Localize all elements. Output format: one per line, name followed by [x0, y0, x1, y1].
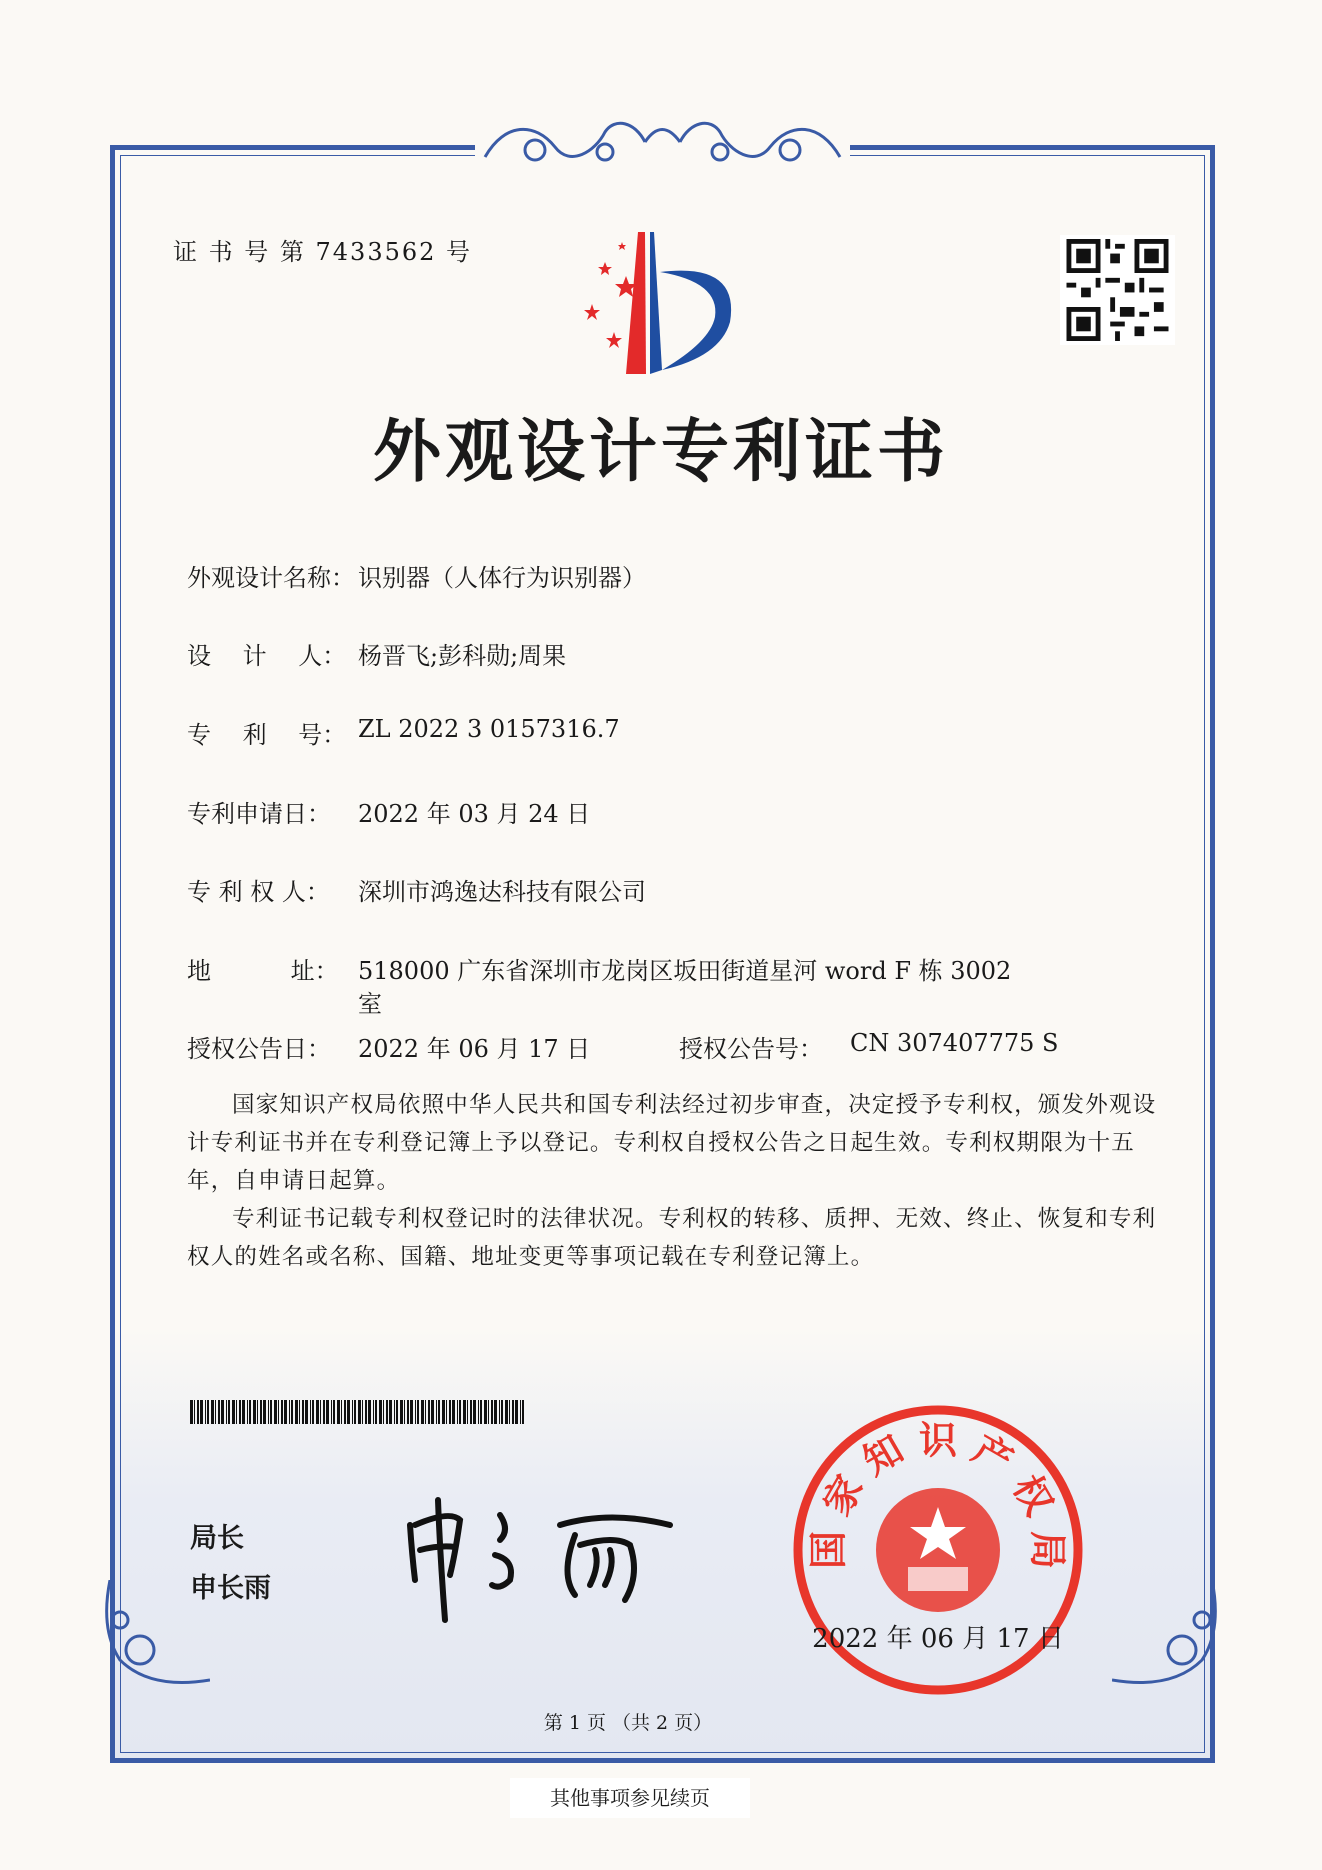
barcode-bar [520, 1400, 521, 1424]
barcode-bar [379, 1400, 382, 1424]
barcode-bar [249, 1400, 251, 1424]
field-label-designers: 设 计 人： [187, 642, 347, 670]
barcode-bar [373, 1400, 374, 1424]
barcode-bar [274, 1400, 277, 1424]
barcode-bar [253, 1400, 256, 1424]
barcode-bar [421, 1400, 424, 1424]
barcode-bar [396, 1400, 398, 1424]
barcode-bar [446, 1400, 447, 1424]
barcode-bar [236, 1400, 237, 1424]
barcode-bar [438, 1400, 440, 1424]
barcode-bar [310, 1400, 311, 1424]
barcode-bar [211, 1400, 214, 1424]
barcode-bar [242, 1400, 245, 1424]
barcode-bar [239, 1400, 241, 1424]
barcode-bar [463, 1400, 466, 1424]
director-name: 申长雨 [190, 1573, 271, 1604]
barcode-bar [207, 1400, 209, 1424]
barcode-bar [281, 1400, 283, 1424]
barcode-bar [352, 1400, 353, 1424]
corner-ornament-icon [1112, 1580, 1222, 1690]
barcode-bar [270, 1400, 272, 1424]
barcode-bar [268, 1400, 269, 1424]
barcode-bar [509, 1400, 510, 1424]
barcode-bar [331, 1400, 332, 1424]
barcode-bar [344, 1400, 346, 1424]
barcode-bar [316, 1400, 319, 1424]
barcode-bar [326, 1400, 329, 1424]
barcode-bar [337, 1400, 340, 1424]
barcode-bar [428, 1400, 430, 1424]
barcode-bar [473, 1400, 476, 1424]
continued-note: 其他事项参见续页 [510, 1778, 750, 1818]
barcode-bar [494, 1400, 497, 1424]
certificate-number: 证 书 号 第 7433562 号 [173, 238, 473, 266]
field-label-design-name: 外观设计名称： [187, 564, 355, 592]
barcode-bar [263, 1400, 266, 1424]
barcode-bar [457, 1400, 458, 1424]
barcode-bar [522, 1400, 524, 1424]
barcode-bar [260, 1400, 262, 1424]
seal-char: 知 [855, 1425, 911, 1484]
barcode-bar [302, 1400, 304, 1424]
barcode-bar [499, 1400, 500, 1424]
seal-char: 家 [813, 1467, 872, 1523]
barcode-bar [305, 1400, 308, 1424]
barcode-bar [375, 1400, 377, 1424]
official-seal-icon [790, 1402, 1086, 1698]
barcode-bar [284, 1400, 287, 1424]
barcode-bar [320, 1400, 321, 1424]
barcode-bar [200, 1400, 203, 1424]
seal-char: 权 [1004, 1467, 1063, 1523]
field-label-patent-number: 专 利 号： [187, 721, 347, 749]
barcode-bar [484, 1400, 487, 1424]
field-label-filing-date: 专利申请日： [187, 800, 331, 828]
field-label-grant-date: 授权公告日： [187, 1035, 331, 1063]
certificate-title: 外观设计专利证书 [372, 412, 949, 492]
barcode-bar [295, 1400, 298, 1424]
barcode-bar [299, 1400, 300, 1424]
barcode-bar [467, 1400, 468, 1424]
barcode-bar [362, 1400, 363, 1424]
barcode-bar [505, 1400, 508, 1424]
seal-char: 局 [1025, 1530, 1071, 1570]
barcode-bar [459, 1400, 461, 1424]
barcode-bar [407, 1400, 409, 1424]
barcode-bar [228, 1400, 230, 1424]
field-value-patentee: 深圳市鸿逸达科技有限公司 [358, 878, 646, 906]
barcode-bar [194, 1400, 195, 1424]
seal-char: 国 [805, 1530, 851, 1570]
barcode-bar [205, 1400, 206, 1424]
signature-image [400, 1485, 685, 1625]
page-number: 第 1 页 （共 2 页） [543, 1712, 713, 1734]
field-value-address: 518000 广东省深圳市龙岗区坂田街道星河 word F 栋 3002 [358, 957, 1012, 985]
barcode-bar [470, 1400, 472, 1424]
barcode-bar [226, 1400, 227, 1424]
seal-date: 2022 年 06 月 17 日 [812, 1624, 1064, 1654]
barcode-bar [257, 1400, 258, 1424]
barcode-bar [368, 1400, 371, 1424]
field-value-grant-date: 2022 年 06 月 17 日 [358, 1035, 591, 1063]
barcode-bar [436, 1400, 437, 1424]
barcode-bar [449, 1400, 451, 1424]
statement-paragraph: 国家知识产权局依照中华人民共和国专利法经过初步审查，决定授予专利权，颁发外观设计专利证书并在专利登记簿上予以登记。专利权自授权公告之日起生效。专利权期限为十五年，自申请日起算。 [187, 1092, 1157, 1194]
barcode-bar [190, 1400, 193, 1424]
barcode-bar [480, 1400, 482, 1424]
barcode-bar [291, 1400, 293, 1424]
barcode-bar [341, 1400, 342, 1424]
director-title: 局长 [190, 1523, 244, 1554]
barcode [190, 1400, 524, 1424]
barcode-bar [425, 1400, 426, 1424]
barcode-bar [478, 1400, 479, 1424]
barcode-bar [333, 1400, 335, 1424]
barcode-bar [389, 1400, 392, 1424]
barcode-bar [400, 1400, 403, 1424]
seal-char: 产 [965, 1425, 1021, 1484]
barcode-bar [417, 1400, 419, 1424]
barcode-bar [491, 1400, 493, 1424]
barcode-bar [452, 1400, 455, 1424]
barcode-bar [501, 1400, 503, 1424]
field-value-address-line2: 室 [358, 990, 382, 1018]
barcode-bar [354, 1400, 356, 1424]
statement-text [187, 1086, 1172, 1276]
field-value-grant-number: CN 307407775 S [850, 1029, 1059, 1057]
barcode-bar [289, 1400, 290, 1424]
field-value-filing-date: 2022 年 03 月 24 日 [358, 800, 591, 828]
barcode-bar [221, 1400, 224, 1424]
ornament-icon [475, 112, 850, 174]
corner-ornament-icon [100, 1580, 210, 1690]
field-label-grant-number: 授权公告号： [679, 1035, 823, 1063]
barcode-bar [312, 1400, 314, 1424]
barcode-bar [383, 1400, 384, 1424]
barcode-bar [512, 1400, 514, 1424]
barcode-bar [358, 1400, 361, 1424]
field-value-designers: 杨晋飞;彭科勋;周果 [358, 642, 567, 670]
barcode-bar [431, 1400, 434, 1424]
barcode-bar [404, 1400, 405, 1424]
barcode-bar [410, 1400, 413, 1424]
barcode-bar [415, 1400, 416, 1424]
statement-paragraph: 专利证书记载专利权登记时的法律状况。专利权的转移、质押、无效、终止、恢复和专利权人的姓名或名称、国籍、地址变更等事项记载在专利登记簿上。 [187, 1206, 1157, 1270]
barcode-bar [488, 1400, 489, 1424]
field-value-patent-number: ZL 2022 3 0157316.7 [358, 715, 620, 743]
barcode-bar [394, 1400, 395, 1424]
barcode-bar [442, 1400, 445, 1424]
barcode-bar [323, 1400, 325, 1424]
barcode-bar [197, 1400, 199, 1424]
field-label-address: 地 址： [187, 957, 339, 985]
barcode-bar [215, 1400, 216, 1424]
barcode-bar [247, 1400, 248, 1424]
barcode-bar [365, 1400, 367, 1424]
barcode-bar [232, 1400, 235, 1424]
field-label-patentee: 专 利 权 人： [187, 878, 330, 906]
barcode-bar [278, 1400, 279, 1424]
seal-char: 识 [918, 1417, 958, 1463]
field-value-design-name: 识别器（人体行为识别器） [358, 564, 646, 592]
barcode-bar [347, 1400, 350, 1424]
cnipa-logo-icon [570, 232, 760, 382]
barcode-bar [515, 1400, 518, 1424]
barcode-bar [386, 1400, 388, 1424]
qr-code [1060, 235, 1175, 345]
barcode-bar [218, 1400, 220, 1424]
